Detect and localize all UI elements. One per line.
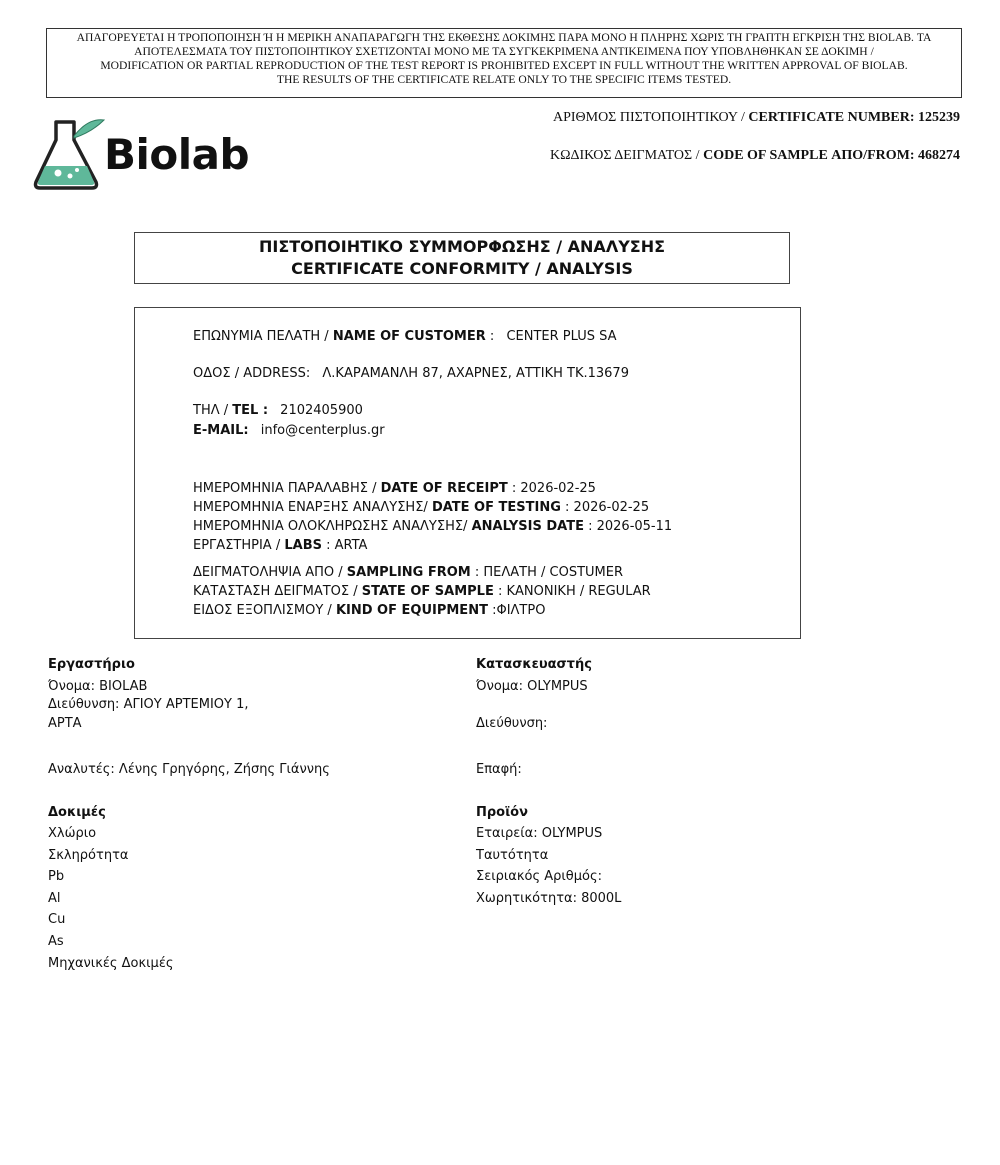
test-item: Μηχανικές Δοκιμές [48,956,174,971]
sample-code-label-en: CODE OF SAMPLE ΑΠΟ/FROM: [703,148,915,163]
product-company: Εταιρεία: OLYMPUS [476,826,603,841]
tests-heading: Δοκιμές [48,805,106,820]
certificate-title-box [134,232,790,284]
state-value: : ΚΑΝΟΝΙΚΗ / REGULAR [497,584,651,599]
lab-address: Διεύθυνση: ΑΓΙΟΥ ΑΡΤΕΜΙΟΥ 1, [48,697,249,712]
testing-value: : 2026-02-25 [565,500,650,515]
sample-code [550,148,960,164]
state-row [193,584,651,599]
title-greek: ΠΙΣΤΟΠΟΙΗΤΙΚΟ ΣΥΜΜΟΡΦΩΣΗΣ / ΑΝΑΛΥΣΗΣ [258,237,666,256]
labs-label-gr: ΕΡΓΑΣΤΗΡΙΑ / [193,538,281,553]
flask-logo-icon [30,116,106,190]
receipt-row [193,481,596,496]
equipment-label-en: KIND OF EQUIPMENT [335,603,488,618]
product-serial: Σειριακός Αριθμός: [476,869,602,884]
customer-sep: : [489,329,495,344]
test-item: Χλώριο [48,826,97,841]
lab-heading: Εργαστήριο [48,657,135,672]
disclaimer-box [46,28,962,98]
manufacturer-contact: Επαφή: [476,762,522,777]
equipment-value: :ΦΙΛΤΡΟ [492,603,546,618]
receipt-label-en: DATE OF RECEIPT [380,481,508,496]
sampling-row [193,565,623,580]
analysis-value: : 2026-05-11 [588,519,673,534]
address-label: ΟΔΟΣ / ADDRESS: [193,366,311,381]
certificate-label-gr: ΑΡΙΘΜΟΣ ΠΙΣΤΟΠΟΙΗΤΙΚΟΥ / [552,110,745,125]
email-value: info@centerplus.gr [260,423,385,438]
labs-value: : ARTA [326,538,368,553]
sample-code-value: 468274 [918,148,960,163]
product-capacity: Χωρητικότητα: 8000L [476,891,622,906]
testing-row [193,500,649,515]
sampling-value: : ΠΕΛΑΤΗ / COSTUMER [474,565,624,580]
test-item: Al [48,891,61,906]
lab-name: Όνομα: BIOLAB [48,679,148,694]
certificate-label-en: CERTIFICATE NUMBER: [748,110,915,125]
customer-info-box [134,307,801,639]
equipment-row [193,603,545,618]
state-label-gr: ΚΑΤΑΣΤΑΣΗ ΔΕΙΓΜΑΤΟΣ / [193,584,358,599]
email-row [193,423,385,438]
address-value: Λ.ΚΑΡΑΜΑΝΛΗ 87, ΑΧΑΡΝΕΣ, ΑΤΤΙΚΗ ΤΚ.13679 [322,366,629,381]
disclaimer-line: ΑΠΟΤΕΛΕΣΜΑΤΑ ΤΟΥ ΠΙΣΤΟΠΟΙΗΤΙΚΟΥ ΣΧΕΤΙΖΟΝΤΑΙ ΜΟΝΟ ΜΕ ΤΑ ΣΥΓΚΕΚΡΙΜΕΝΑ ΑΝΤΙΚΕΙΜΕΝΑ ΠΟΥ ΥΠΟΒΛΗΘΗΚΑΝ ΣΕ ΔΟΚΙΜΗ / [134,45,874,58]
product-identity: Ταυτότητα [476,848,549,863]
title-english: CERTIFICATE CONFORMITY / ANALYSIS [291,259,633,278]
address-row [193,366,629,381]
manufacturer-heading: Κατασκευαστής [476,657,592,672]
test-item: As [48,934,64,949]
equipment-label-gr: ΕΙΔΟΣ ΕΞΟΠΛΙΣΜΟΥ / [193,603,332,618]
analysis-label-en: ANALYSIS DATE [471,519,584,534]
tel-label-en: TEL : [232,403,269,418]
disclaimer-line: THE RESULTS OF THE CERTIFICATE RELATE ONLY TO THE SPECIFIC ITEMS TESTED. [276,73,732,86]
sample-code-label-gr: ΚΩΔΙΚΟΣ ΔΕΙΓΜΑΤΟΣ / [549,148,700,163]
lab-address-city: ΑΡΤΑ [48,716,82,731]
test-item: Σκληρότητα [48,848,129,863]
analysis-row [193,519,672,534]
customer-label-gr: ΕΠΩΝΥΜΙΑ ΠΕΛΑΤΗ / [193,329,329,344]
certificate-number [553,110,960,126]
customer-label-en: NAME OF CUSTOMER [332,329,486,344]
state-label-en: STATE OF SAMPLE [361,584,494,599]
certificate-value: 125239 [918,110,960,125]
manufacturer-name: Όνομα: OLYMPUS [476,679,588,694]
tel-label-gr: ΤΗΛ / [193,403,229,418]
receipt-value: : 2026-02-25 [511,481,596,496]
logo-wordmark: Biolab [104,130,250,179]
customer-value: CENTER PLUS SA [506,329,617,344]
receipt-label-gr: ΗΜΕΡΟΜΗΝΙΑ ΠΑΡΑΛΑΒΗΣ / [193,481,377,496]
tel-value: 2102405900 [280,403,363,418]
labs-row [193,538,367,553]
disclaimer-line: ΑΠΑΓΟΡΕΥΕΤΑΙ Η ΤΡΟΠΟΠΟΙΗΣΗ Ή Η ΜΕΡΙΚΗ ΑΝΑΠΑΡΑΓΩΓΗ ΤΗΣ ΕΚΘΕΣΗΣ ΔΟΚΙΜΗΣ ΠΑΡΑ ΜΟΝΟ Η ΠΛΗΡΗΣ ΧΩΡΙΣ ΤΗ ΓΡΑΠΤΗ ΕΓΚΡΙΣΗ ΤΗΣ BIOLAB. ΤΑ [76,31,932,44]
testing-label-en: DATE OF TESTING [431,500,561,515]
product-heading: Προϊόν [476,805,528,820]
test-item: Pb [48,869,65,884]
customer-row [193,329,617,344]
analysis-label-gr: ΗΜΕΡΟΜΗΝΙΑ ΟΛΟΚΛΗΡΩΣΗΣ ΑΝΑΛΥΣΗΣ/ [193,519,468,534]
manufacturer-address: Διεύθυνση: [476,716,548,731]
labs-label-en: LABS [284,538,322,553]
test-item: Cu [48,912,66,927]
email-label: E-MAIL: [193,423,249,438]
testing-label-gr: ΗΜΕΡΟΜΗΝΙΑ ΕΝΑΡΞΗΣ ΑΝΑΛΥΣΗΣ/ [193,500,428,515]
sampling-label-en: SAMPLING FROM [346,565,471,580]
tel-row [193,403,363,418]
disclaimer-line: MODIFICATION OR PARTIAL REPRODUCTION OF THE TEST REPORT IS PROHIBITED EXCEPT IN FULL WITHOUT THE WRITTEN APPROVAL OF BIOLAB. [100,59,908,72]
lab-analysts: Αναλυτές: Λένης Γρηγόρης, Ζήσης Γιάννης [48,762,330,777]
sampling-label-gr: ΔΕΙΓΜΑΤΟΛΗΨΙΑ ΑΠΟ / [193,565,343,580]
